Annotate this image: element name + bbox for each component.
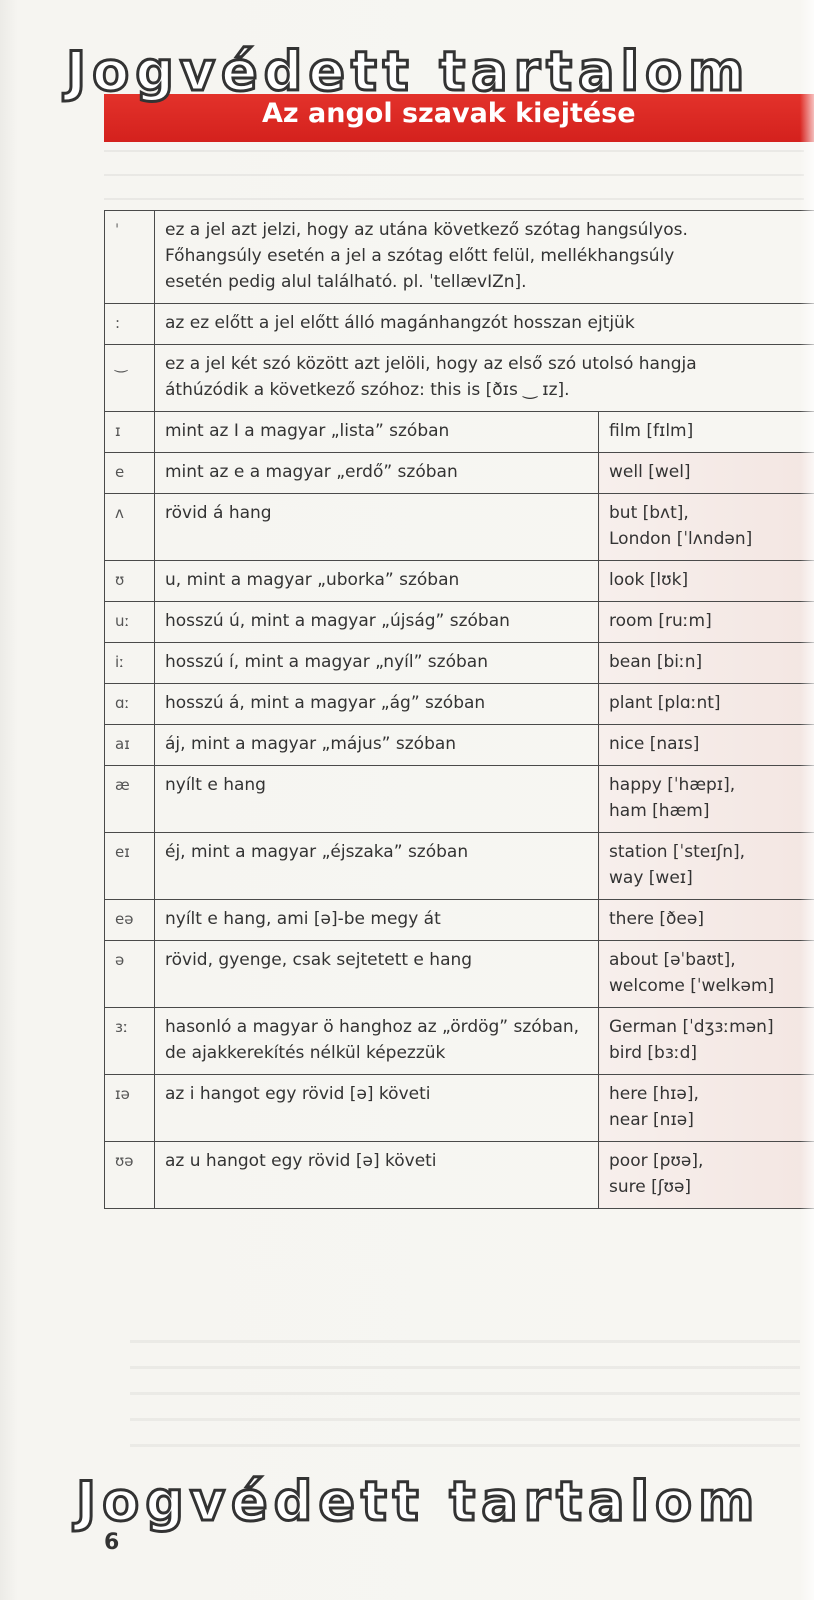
- description-cell: nyílt e hang: [155, 766, 599, 833]
- watermark-top: Jogvédett tartalom: [66, 40, 751, 103]
- example-line: room [ruːm]: [609, 611, 712, 631]
- table-row: [105, 561, 814, 602]
- symbol-cell: ʊ: [105, 561, 155, 602]
- table-row: [105, 1075, 814, 1142]
- symbol-cell: æ: [105, 766, 155, 833]
- example-cell: [599, 766, 814, 833]
- example-cell: [599, 561, 814, 602]
- example-cell: [599, 941, 814, 1008]
- description-line: Főhangsúly esetén a jel a szótag előtt felül, mellékhangsúly: [165, 246, 675, 266]
- example-line: London [ˈlʌndən]: [609, 529, 753, 549]
- example-line: nice [naɪs]: [609, 734, 700, 754]
- bleed-through-lines-lower: [130, 1340, 800, 1450]
- description-line: esetén pedig alul található. pl. ˈtellævIZn].: [165, 272, 527, 292]
- example-line: but [bʌt],: [609, 503, 689, 523]
- example-cell: [599, 1075, 814, 1142]
- description-line: az ez előtt a jel előtt álló magánhangzót hosszan ejtjük: [165, 313, 635, 333]
- table-row: [105, 833, 814, 900]
- table-row: [105, 766, 814, 833]
- table-row: [105, 684, 814, 725]
- description-cell: hosszú ú, mint a magyar „újság” szóban: [155, 602, 599, 643]
- example-line: poor [pʊə],: [609, 1151, 704, 1171]
- table-row: [105, 725, 814, 766]
- example-line: about [əˈbaʊt],: [609, 950, 736, 970]
- example-line: film [fɪlm]: [609, 421, 694, 441]
- pronunciation-table: [104, 210, 814, 1209]
- table-row: [105, 602, 814, 643]
- description-cell: rövid, gyenge, csak sejtetett e hang: [155, 941, 599, 1008]
- example-cell: [599, 643, 814, 684]
- example-cell: [599, 725, 814, 766]
- table-row: [105, 1142, 814, 1209]
- symbol-cell: iː: [105, 643, 155, 684]
- example-cell: [599, 602, 814, 643]
- symbol-cell: ɑː: [105, 684, 155, 725]
- description-cell: hosszú í, mint a magyar „nyíl” szóban: [155, 643, 599, 684]
- table-row: [105, 304, 814, 345]
- example-line: near [nɪə]: [609, 1110, 694, 1130]
- example-cell: [599, 684, 814, 725]
- page-edge-shade: [800, 0, 814, 1600]
- symbol-cell: aɪ: [105, 725, 155, 766]
- symbol-cell: ˈ: [105, 211, 155, 304]
- example-line: sure [ʃʊə]: [609, 1177, 692, 1197]
- symbol-cell: eə: [105, 900, 155, 941]
- symbol-cell: ɪə: [105, 1075, 155, 1142]
- description-line: ez a jel azt jelzi, hogy az utána következő szótag hangsúlyos.: [165, 220, 688, 240]
- description-cell: hosszú á, mint a magyar „ág” szóban: [155, 684, 599, 725]
- example-line: bird [bɜːd]: [609, 1043, 698, 1063]
- example-line: here [hɪə],: [609, 1084, 699, 1104]
- symbol-cell: ɜː: [105, 1008, 155, 1075]
- example-line: there [ðeə]: [609, 909, 704, 929]
- example-line: way [weɪ]: [609, 868, 693, 888]
- description-cell: u, mint a magyar „uborka” szóban: [155, 561, 599, 602]
- example-cell: [599, 494, 814, 561]
- symbol-cell: ‿: [105, 345, 155, 412]
- bleed-through-lines: [104, 150, 804, 200]
- page-number: 6: [104, 1530, 120, 1555]
- page-title: Az angol szavak kiejtése: [262, 98, 636, 129]
- description-cell: az u hangot egy rövid [ə] követi: [155, 1142, 599, 1209]
- table-row: [105, 1008, 814, 1075]
- watermark-bottom: Jogvédett tartalom: [76, 1470, 761, 1533]
- example-line: look [lʊk]: [609, 570, 689, 590]
- symbol-cell: ʌ: [105, 494, 155, 561]
- description-cell: az i hangot egy rövid [ə] követi: [155, 1075, 599, 1142]
- symbol-cell: eɪ: [105, 833, 155, 900]
- description-cell: rövid á hang: [155, 494, 599, 561]
- symbol-cell: ə: [105, 941, 155, 1008]
- example-line: welcome [ˈwelkəm]: [609, 976, 775, 996]
- example-cell: [599, 453, 814, 494]
- symbol-cell: ɪ: [105, 412, 155, 453]
- description-cell: [155, 345, 814, 412]
- example-line: German [ˈdʒɜːmən]: [609, 1017, 774, 1037]
- description-cell: [155, 304, 814, 345]
- description-line: ez a jel két szó között azt jelöli, hogy az első szó utolsó hangja: [165, 354, 697, 374]
- example-cell: [599, 1142, 814, 1209]
- table-row: [105, 211, 814, 304]
- description-cell: áj, mint a magyar „május” szóban: [155, 725, 599, 766]
- table-row: [105, 941, 814, 1008]
- symbol-cell: e: [105, 453, 155, 494]
- example-line: bean [biːn]: [609, 652, 703, 672]
- description-cell: mint az I a magyar „lista” szóban: [155, 412, 599, 453]
- example-line: happy [ˈhæpɪ],: [609, 775, 736, 795]
- table-row: [105, 643, 814, 684]
- example-line: plant [plɑːnt]: [609, 693, 721, 713]
- example-cell: [599, 900, 814, 941]
- example-line: well [wel]: [609, 462, 691, 482]
- example-cell: [599, 412, 814, 453]
- table-row: [105, 345, 814, 412]
- example-line: ham [hæm]: [609, 801, 710, 821]
- table-row: [105, 453, 814, 494]
- symbol-cell: :: [105, 304, 155, 345]
- symbol-cell: uː: [105, 602, 155, 643]
- description-cell: éj, mint a magyar „éjszaka” szóban: [155, 833, 599, 900]
- example-cell: [599, 833, 814, 900]
- table-row: [105, 900, 814, 941]
- table-row: [105, 494, 814, 561]
- description-line: áthúzódik a következő szóhoz: this is [ðɪs ‿ ɪz].: [165, 380, 570, 400]
- description-cell: hasonló a magyar ö hanghoz az „ördög” szóban, de ajakkerekítés nélkül képezzük: [155, 1008, 599, 1075]
- table-row: [105, 412, 814, 453]
- example-line: station [ˈsteɪʃn],: [609, 842, 746, 862]
- description-cell: mint az e a magyar „erdő” szóban: [155, 453, 599, 494]
- description-cell: [155, 211, 814, 304]
- example-cell: [599, 1008, 814, 1075]
- symbol-cell: ʊə: [105, 1142, 155, 1209]
- description-cell: nyílt e hang, ami [ə]-be megy át: [155, 900, 599, 941]
